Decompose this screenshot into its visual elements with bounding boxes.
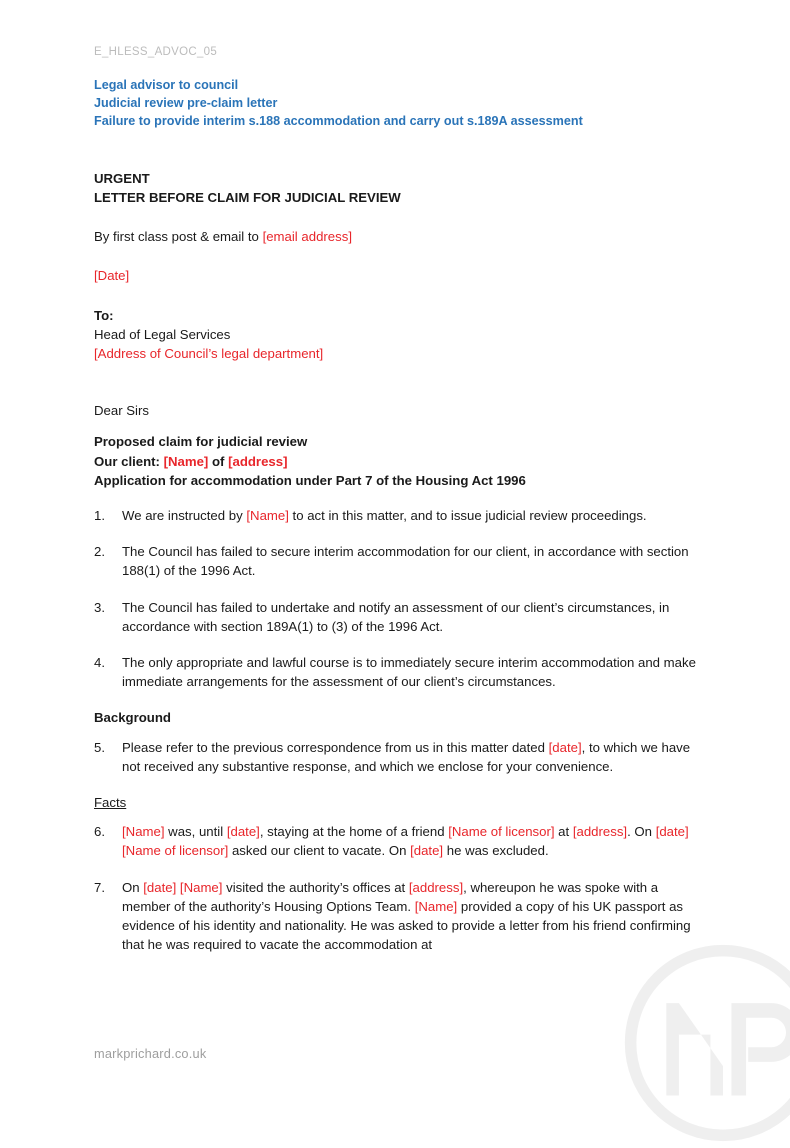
text-run: On <box>122 879 144 895</box>
spacer <box>94 490 698 506</box>
spacer <box>94 286 698 306</box>
text-run: to act in this matter, and to issue judicial review proceedings. <box>288 507 647 523</box>
placeholder-token: [date] <box>410 843 444 859</box>
facts-heading: Facts <box>94 794 127 810</box>
recipient-name: Head of Legal Services <box>94 326 231 342</box>
text-run: We are instructed by <box>122 507 247 523</box>
spacer <box>94 246 698 266</box>
placeholder-token: [date] <box>226 824 260 840</box>
subject-line-3: Application for accommodation under Part 7 of the Housing Act 1996 <box>94 472 526 488</box>
blue-heading-line-3: Failure to provide interim s.188 accommodation and carry out s.189A assessment <box>94 114 583 129</box>
document-body <box>94 46 698 971</box>
date-placeholder: [Date] <box>94 268 130 284</box>
blue-heading-line-1: Legal advisor to council <box>94 77 239 92</box>
background-heading: Background <box>94 710 171 726</box>
footer-url: markprichard.co.uk <box>94 1046 207 1061</box>
list-item-number: 1. <box>94 507 105 523</box>
list-item-text <box>122 508 647 523</box>
text-run: he was excluded. <box>443 843 549 859</box>
list-item <box>94 878 698 955</box>
placeholder-token: [date] <box>548 739 582 755</box>
list-item-text <box>122 544 689 578</box>
text-run: visited the authority’s offices at <box>222 879 409 895</box>
text-run: asked our client to vacate. On <box>228 843 411 859</box>
placeholder-token: [Name] <box>122 824 165 840</box>
list-item <box>94 738 698 776</box>
list-item-text <box>122 880 691 953</box>
text-run: provided a copy of his UK passport as evidence of his identity and nationality. He was asked to provide a letter from his friend confirming that he was required to vacate the accommodation at <box>122 898 691 953</box>
list-item <box>94 598 698 636</box>
list-item-text <box>122 740 690 774</box>
spacer <box>94 363 698 401</box>
text-run: , whereupon he was spoke with a member of the authority’s Housing Options Team. <box>122 879 659 914</box>
spacer <box>94 420 698 432</box>
numbered-list-facts <box>94 822 698 954</box>
placeholder-token: [address] <box>408 879 464 895</box>
list-item-text <box>122 600 669 634</box>
placeholder-token: [date] [Name] <box>143 879 223 895</box>
list-item-number: 2. <box>94 544 105 560</box>
list-item-number: 5. <box>94 739 105 755</box>
placeholder-token: [Name] <box>414 898 458 914</box>
list-item-text <box>122 824 689 858</box>
letter-title: LETTER BEFORE CLAIM FOR JUDICIAL REVIEW <box>94 189 401 205</box>
text-run: The Council has failed to secure interim accommodation for our client, in accordance with section 188(1) of the 1996 Act. <box>122 544 689 579</box>
client-of: of <box>208 453 229 469</box>
text-run: was, until <box>164 824 227 840</box>
to-label: To: <box>94 307 114 323</box>
salutation: Dear Sirs <box>94 403 149 419</box>
list-item-text <box>122 655 696 689</box>
placeholder-token: [address] <box>572 824 628 840</box>
client-address-placeholder: [address] <box>228 453 288 469</box>
text-run: , to which we have not received any substantive response, and which we enclose for your convenience. <box>122 739 691 774</box>
list-item <box>94 653 698 691</box>
document-id: E_HLESS_ADVOC_05 <box>94 46 218 58</box>
numbered-list-background <box>94 738 698 776</box>
urgent-label: URGENT <box>94 170 150 186</box>
blue-heading-line-2: Judicial review pre-claim letter <box>94 96 278 111</box>
text-run: The only appropriate and lawful course is to immediately secure interim accommodation and make immediate arrangements for the assessment of our client’s circumstances. <box>122 654 696 690</box>
text-run: The Council has failed to undertake and notify an assessment of our client’s circumstances, in accordance with section 189A(1) to (3) of the 1996 Act. <box>122 599 670 634</box>
list-item <box>94 506 698 525</box>
client-label: Our client: <box>94 453 164 469</box>
text-run: at <box>554 824 573 840</box>
numbered-list-main <box>94 506 698 691</box>
delivery-prefix: By first class post & email to <box>94 229 263 245</box>
placeholder-token: [date] [Name of licensor] <box>122 824 689 859</box>
placeholder-token: [Name] <box>246 507 289 523</box>
email-placeholder: [email address] <box>262 229 352 245</box>
text-run: . On <box>627 824 656 840</box>
list-item-number: 4. <box>94 654 105 670</box>
spacer <box>94 207 698 227</box>
list-item-number: 3. <box>94 599 105 615</box>
subject-line-1: Proposed claim for judicial review <box>94 434 308 450</box>
list-item-number: 7. <box>94 879 105 895</box>
text-run: Please refer to the previous correspondence from us in this matter dated <box>122 739 549 755</box>
council-address-placeholder: [Address of Council’s legal department] <box>94 345 324 361</box>
spacer <box>94 131 698 169</box>
client-name-placeholder: [Name] <box>163 453 209 469</box>
list-item <box>94 542 698 580</box>
delivery-line <box>94 227 698 246</box>
placeholder-token: [Name of licensor] <box>448 824 555 840</box>
list-item <box>94 822 698 860</box>
text-run: , staying at the home of a friend <box>259 824 449 840</box>
subject-line-2 <box>94 452 698 471</box>
list-item-number: 6. <box>94 824 105 840</box>
